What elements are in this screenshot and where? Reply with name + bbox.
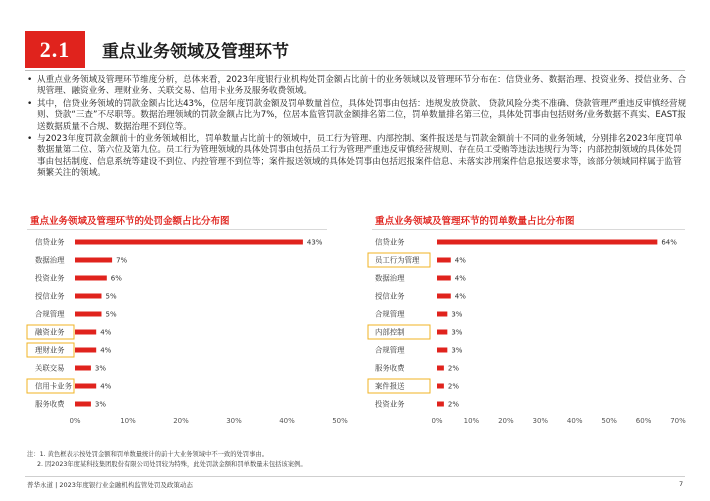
paragraph-text: 其中，信贷业务领域的罚款金额占比达43%，位居年度罚款金额及罚单数量首位，具体处罚事由包括：违规发放贷款、 贷款风险分类不准确、贷款管理严重违反审慎经营规则、贷款“三查”不尽职等。数据治理领域的罚款金额占比为7%，位居本监管罚款金额排名第二位，罚单数量排名第三位，具体处罚事由包括财务/业务数据不真实、EAST报送数据质量不合规、数据治理不到位等。 [37, 98, 687, 132]
value-label: 3% [94, 364, 107, 373]
x-tick-label: 70% [670, 417, 686, 425]
value-label: 4% [454, 292, 466, 301]
x-tick-label: 60% [635, 417, 652, 425]
bar [437, 348, 447, 353]
category-label: 案件报送 [375, 381, 405, 391]
x-tick-label: 0% [431, 417, 443, 425]
category-label: 投资业务 [35, 273, 65, 283]
category-label: 投资业务 [375, 399, 405, 409]
x-tick-label: 40% [566, 417, 583, 425]
bullet: • [27, 98, 33, 109]
footer-text: 普华永道 | 2023年度银行业金融机构监管处罚及政策动态 [27, 481, 193, 489]
value-label: 2% [447, 400, 459, 409]
bar [437, 384, 444, 389]
note-2: 2. 因2023年度某科技集团股份有限公司处罚较为特殊，此处罚款金额和罚单数量未包括该案例。 [37, 461, 307, 468]
category-label: 融资业务 [35, 327, 65, 337]
category-label: 内部控制 [375, 327, 405, 337]
value-label: 4% [100, 346, 112, 355]
x-tick-label: 20% [173, 417, 189, 425]
value-label: 2% [447, 364, 459, 373]
x-tick-label: 20% [498, 417, 514, 425]
bar [437, 366, 444, 371]
bar [437, 276, 451, 281]
value-label: 3% [451, 346, 463, 355]
note-1: 注：1. 黄色框表示按处罚金额和罚单数量统计的前十大业务领域中不一致的处罚事由。 [27, 451, 268, 458]
category-label: 授信业务 [375, 291, 405, 301]
bar [437, 402, 444, 407]
section-number: 2.1 [25, 31, 85, 68]
category-label: 数据治理 [375, 273, 405, 283]
page-number: 7 [679, 480, 684, 488]
value-label: 7% [116, 256, 128, 265]
category-label: 数据治理 [35, 255, 65, 265]
paragraph-text: 从重点业务领域及管理环节维度分析，总体来看，2023年度银行业机构处罚金额占比前十的业务领域以及管理环节分布在：信贷业务、数据治理、投资业务、授信业务、合规管理、融资业务、理财业务、关联交易、信用卡业务及服务收费领域。 [37, 75, 687, 97]
section-title: 重点业务领域及管理环节 [102, 42, 289, 62]
x-tick-label: 40% [279, 417, 295, 425]
x-tick-label: 0% [69, 417, 81, 425]
bar [437, 294, 451, 299]
value-label: 6% [110, 274, 122, 283]
value-label: 5% [105, 310, 117, 319]
paragraph-text: 与2023年度罚款金额前十的业务领域相比，罚单数量占比前十的领域中，员工行为管理、内部控制、案件报送是与罚款金额前十不同的业务领域，分别排名2023年度罚单数据量第二位、第六位及第九位。员工行为管理领域的具体处罚事由包括员工行为管理严重违反审慎经营规则、存在员工受贿等违法违规行为等；内部控制领域的具体处罚事由包括制度、信息系统等建设不到位、内控管理不到位等；案件报送领域的具体处罚事由包括迟报案件信息、未落实涉刑案件信息报送要求等，该部分领域同样属于监管频繁关注的领域。 [37, 134, 683, 179]
category-label: 信用卡业务 [35, 381, 72, 391]
value-label: 3% [94, 400, 107, 409]
value-label: 2% [447, 382, 459, 391]
category-label: 服务收费 [35, 399, 65, 409]
right-chart-title: 重点业务领域及管理环节的罚单数量占比分布图 [375, 216, 575, 227]
value-label: 4% [454, 256, 466, 265]
footer-divider [25, 476, 685, 477]
x-tick-label: 10% [463, 417, 480, 425]
category-label: 合规管理 [35, 309, 65, 319]
x-tick-label: 30% [226, 417, 242, 425]
bar [437, 330, 447, 335]
category-label: 合规管理 [375, 309, 405, 319]
value-label: 3% [451, 328, 463, 337]
x-tick-label: 50% [601, 417, 617, 425]
value-label: 5% [105, 292, 117, 301]
value-label: 4% [100, 382, 112, 391]
category-label: 员工行为管理 [375, 255, 420, 265]
category-label: 理财业务 [35, 345, 65, 355]
category-label: 信贷业务 [375, 237, 405, 247]
bar [437, 240, 657, 245]
value-label: 4% [100, 328, 112, 337]
bar [437, 312, 447, 317]
chart-notes [27, 450, 307, 470]
bar [437, 258, 451, 263]
value-label: 3% [451, 310, 463, 319]
category-label: 授信业务 [35, 291, 65, 301]
value-label: 4% [454, 274, 466, 283]
value-label: 64% [661, 238, 677, 247]
category-label: 关联交易 [35, 363, 65, 373]
left-chart-title: 重点业务领域及管理环节的处罚金额占比分布图 [30, 216, 230, 227]
category-label: 服务收费 [375, 363, 405, 373]
category-label: 合规管理 [375, 345, 405, 355]
category-label: 信贷业务 [35, 237, 65, 247]
x-tick-label: 50% [332, 417, 348, 425]
value-label: 43% [306, 238, 323, 247]
x-tick-label: 10% [120, 417, 136, 425]
bullet: • [27, 134, 33, 145]
bullet: • [27, 75, 33, 85]
x-tick-label: 30% [532, 417, 549, 425]
